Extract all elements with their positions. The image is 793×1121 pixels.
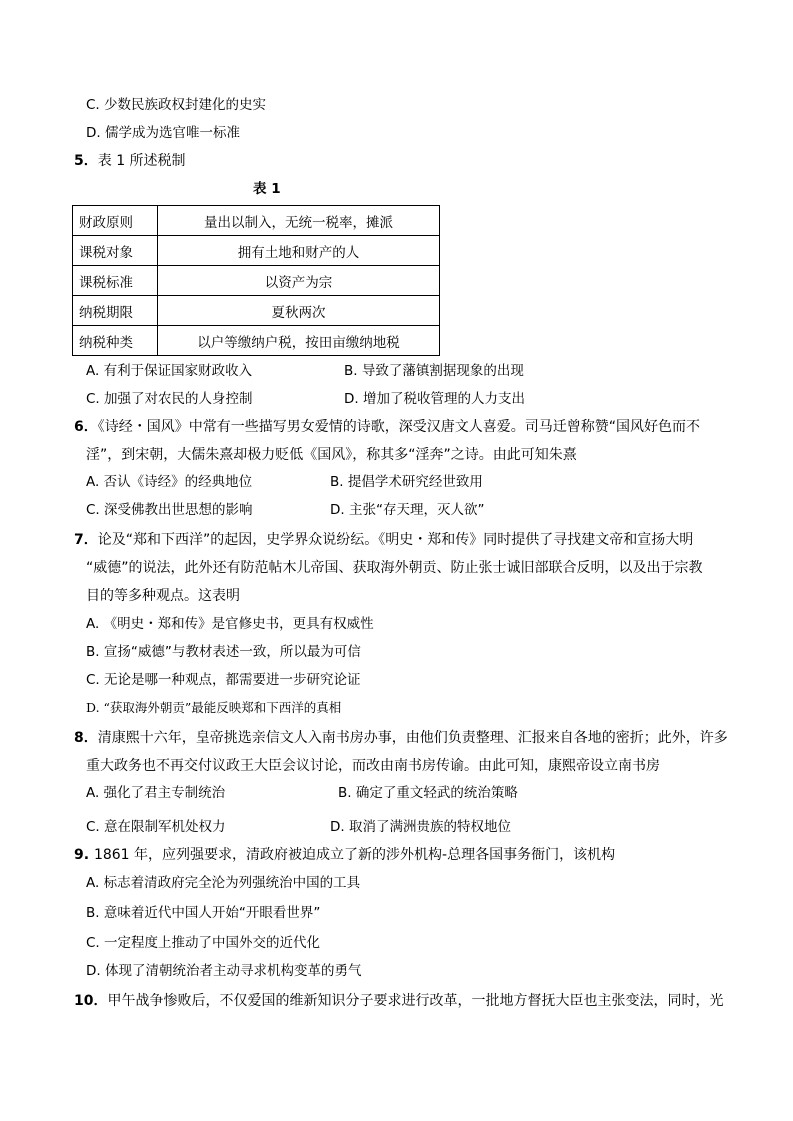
q5-number: 5． (74, 153, 98, 169)
table-row (73, 236, 440, 266)
q5-option-c: C. 加强了对农民的人身控制 (86, 391, 253, 407)
q6-text: 《诗经・国风》中常有一些描写男女爱情的诗歌，深受汉唐文人喜爱。司马迁曾称赞“国风好色而不 (97, 419, 701, 435)
table-key: 课税标准 (73, 266, 158, 296)
q9-text: 1861 年，应列强要求，清政府被迫成立了新的涉外机构-总理各国事务衙门，该机构 (93, 847, 616, 863)
q5-option-d: D. 增加了税收管理的人力支出 (344, 391, 525, 407)
q10-number: 10． (74, 993, 108, 1009)
q6-option-b: B. 提倡学术研究经世致用 (330, 474, 483, 490)
q7-number: 7． (74, 532, 98, 548)
q8-option-d: D. 取消了满洲贵族的特权地位 (330, 819, 511, 835)
table-value: 量出以制入，无统一税率，摊派 (158, 206, 440, 236)
q8-option-c: C. 意在限制军机处权力 (86, 819, 226, 835)
q8-number: 8． (74, 730, 98, 746)
q7-option-d: D. “获取海外朝贡”最能反映郑和下西洋的真相 (86, 700, 342, 715)
table-key: 课税对象 (73, 236, 158, 266)
q6-number: 6． (74, 419, 98, 435)
q8-text: 清康熙十六年，皇帝挑选亲信文人入南书房办事，由他们负责整理、汇报来自各地的密折；此外，许多 (97, 730, 728, 746)
q5-text: 表 1 所述税制 (97, 153, 186, 169)
q6-option-c: C. 深受佛教出世思想的影响 (86, 502, 253, 518)
q7-stem-line3: 目的等多种观点。这表明 (86, 588, 240, 604)
table-row (73, 326, 440, 356)
table-value: 以户等缴纳户税，按田亩缴纳地税 (158, 326, 440, 356)
q9-number: 9. (74, 847, 94, 863)
table-row (73, 296, 440, 326)
table-value: 夏秋两次 (158, 296, 440, 326)
q7-option-c: C. 无论是哪一种观点，都需要进一步研究论证 (86, 672, 361, 688)
table-row (73, 206, 440, 236)
q7-stem-line2: “威德”的说法，此外还有防范帖木儿帝国、获取海外朝贡、防止张士诚旧部联合反明，以及出于宗教 (86, 560, 703, 576)
table-key: 纳税种类 (73, 326, 158, 356)
table-value: 以资产为宗 (158, 266, 440, 296)
q6-option-d: D. 主张“存天理，灭人欲” (330, 502, 485, 518)
q9-option-c: C. 一定程度上推动了中国外交的近代化 (86, 935, 321, 951)
table-row (73, 266, 440, 296)
q5-option-a: A. 有利于保证国家财政收入 (86, 363, 253, 379)
q6-option-a: A. 否认《诗经》的经典地位 (86, 474, 253, 490)
q10-text: 甲午战争惨败后，不仅爱国的维新知识分子要求进行改革，一批地方督抚大臣也主张变法，同时，光 (107, 993, 724, 1009)
q8-option-a: A. 强化了君主专制统治 (86, 785, 226, 801)
q6-stem-line2: 淫”，到宋朝，大儒朱熹却极力贬低《国风》，称其多“淫奔”之诗。由此可知朱熹 (86, 447, 577, 463)
q7-text: 论及“郑和下西洋”的起因，史学界众说纷纭。《明史・郑和传》同时提供了寻找建文帝和宣扬大明 (97, 532, 694, 548)
q6-stem-line1 (74, 418, 700, 436)
q4-option-c: C. 少数民族政权封建化的史实 (86, 97, 267, 113)
q8-stem-line1 (74, 729, 728, 747)
table-key: 财政原则 (73, 206, 158, 236)
table-value: 拥有土地和财产的人 (158, 236, 440, 266)
table-key: 纳税期限 (73, 296, 158, 326)
tax-table (72, 205, 440, 356)
q8-option-b: B. 确定了重文轻武的统治策略 (338, 785, 518, 801)
q9-option-a: A. 标志着清政府完全沦为列强统治中国的工具 (86, 875, 361, 891)
q7-stem-line1 (74, 531, 693, 549)
q7-option-a: A. 《明史・郑和传》是官修史书，更具有权威性 (86, 616, 374, 632)
q5-option-b: B. 导致了藩镇割据现象的出现 (344, 363, 524, 379)
q7-option-b: B. 宣扬“威德”与教材表述一致，所以最为可信 (86, 644, 361, 660)
q5-stem (74, 152, 186, 170)
q8-stem-line2: 重大政务也不再交付议政王大臣会议讨论，而改由南书房传谕。由此可知，康熙帝设立南书房 (86, 758, 660, 774)
q9-stem (74, 846, 615, 864)
q5-table-title: 表 1 (253, 181, 281, 197)
q10-stem-line1 (74, 992, 723, 1010)
q9-option-b: B. 意味着近代中国人开始“开眼看世界” (86, 905, 321, 921)
q9-option-d: D. 体现了清朝统治者主动寻求机构变革的勇气 (86, 963, 362, 979)
q4-option-d: D. 儒学成为选官唯一标准 (86, 125, 240, 141)
